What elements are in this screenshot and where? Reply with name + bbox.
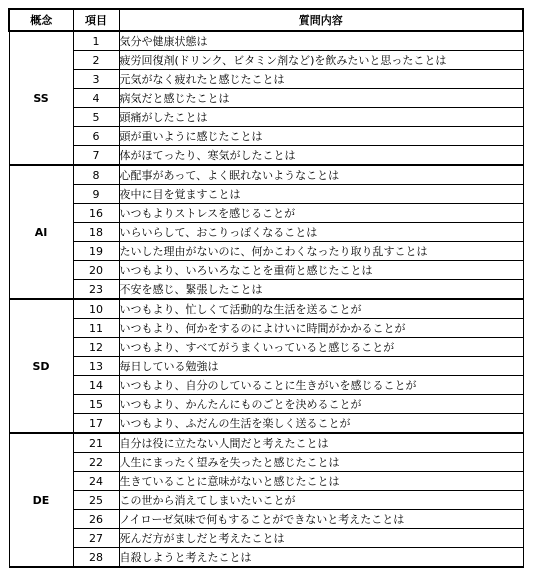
question-cell: いつもより、何かをするのによけいに時間がかかることが [119, 319, 523, 338]
question-cell: 病気だと感じたことは [119, 89, 523, 108]
item-number-cell: 23 [73, 280, 119, 300]
table-row [9, 548, 523, 568]
question-cell: 元気がなく疲れたと感じたことは [119, 70, 523, 89]
item-number-cell: 9 [73, 185, 119, 204]
question-cell: 自分は役に立たない人間だと考えたことは [119, 433, 523, 453]
item-number-cell: 20 [73, 261, 119, 280]
question-cell: 頭痛がしたことは [119, 108, 523, 127]
question-cell: いつもより、自分のしていることに生きがいを感じることが [119, 376, 523, 395]
questionnaire-table [8, 8, 524, 568]
question-cell: 疲労回復剤(ドリンク、ビタミン剤など)を飲みたいと思ったことは [119, 51, 523, 70]
table-row [9, 146, 523, 166]
item-number-cell: 7 [73, 146, 119, 166]
question-cell: 生きていることに意味がないと感じたことは [119, 472, 523, 491]
table-row [9, 280, 523, 300]
question-cell: 夜中に目を覚ますことは [119, 185, 523, 204]
concept-cell-ss: SS [9, 31, 73, 165]
question-cell: ノイローゼ気味で何もすることができないと考えたことは [119, 510, 523, 529]
item-number-cell: 14 [73, 376, 119, 395]
header-item: 項目 [73, 9, 119, 31]
item-number-cell: 1 [73, 31, 119, 51]
item-number-cell: 26 [73, 510, 119, 529]
question-cell: いつもより、忙しくて活動的な生活を送ることが [119, 299, 523, 319]
item-number-cell: 6 [73, 127, 119, 146]
table-row [9, 453, 523, 472]
item-number-cell: 8 [73, 165, 119, 185]
question-cell: いつもより、ふだんの生活を楽しく送ることが [119, 414, 523, 434]
table-body [9, 31, 523, 567]
table-row [9, 70, 523, 89]
item-number-cell: 27 [73, 529, 119, 548]
concept-cell-sd: SD [9, 299, 73, 433]
question-cell: 人生にまったく望みを失ったと感じたことは [119, 453, 523, 472]
table-row [9, 165, 523, 185]
table-row [9, 376, 523, 395]
table-row [9, 299, 523, 319]
item-number-cell: 13 [73, 357, 119, 376]
table-row [9, 414, 523, 434]
table-row [9, 185, 523, 204]
item-number-cell: 3 [73, 70, 119, 89]
table-row [9, 472, 523, 491]
table-row [9, 319, 523, 338]
item-number-cell: 5 [73, 108, 119, 127]
question-cell: たいした理由がないのに、何かこわくなったり取り乱すことは [119, 242, 523, 261]
table-row [9, 51, 523, 70]
question-cell: 自殺しようと考えたことは [119, 548, 523, 568]
item-number-cell: 12 [73, 338, 119, 357]
item-number-cell: 25 [73, 491, 119, 510]
item-number-cell: 16 [73, 204, 119, 223]
table-row [9, 223, 523, 242]
table-row [9, 338, 523, 357]
item-number-cell: 10 [73, 299, 119, 319]
question-cell: 心配事があって、よく眠れないようなことは [119, 165, 523, 185]
table-row [9, 529, 523, 548]
table-row [9, 89, 523, 108]
table-row [9, 357, 523, 376]
question-cell: 頭が重いように感じたことは [119, 127, 523, 146]
table-row [9, 127, 523, 146]
question-cell: いつもより、すべてがうまくいっていると感じることが [119, 338, 523, 357]
concept-cell-ai: AI [9, 165, 73, 299]
table-row [9, 395, 523, 414]
question-cell: いらいらして、おこりっぽくなることは [119, 223, 523, 242]
concept-cell-de: DE [9, 433, 73, 567]
table-row [9, 31, 523, 51]
item-number-cell: 18 [73, 223, 119, 242]
header-question: 質問内容 [119, 9, 523, 31]
question-cell: この世から消えてしまいたいことが [119, 491, 523, 510]
table-row [9, 491, 523, 510]
question-cell: 毎日している勉強は [119, 357, 523, 376]
question-cell: 死んだ方がましだと考えたことは [119, 529, 523, 548]
item-number-cell: 24 [73, 472, 119, 491]
header-row [9, 9, 523, 31]
question-cell: 体がほてったり、寒気がしたことは [119, 146, 523, 166]
item-number-cell: 15 [73, 395, 119, 414]
table-row [9, 242, 523, 261]
header-concept: 概念 [9, 9, 73, 31]
item-number-cell: 22 [73, 453, 119, 472]
item-number-cell: 28 [73, 548, 119, 568]
question-cell: いつもより、かんたんにものごとを決めることが [119, 395, 523, 414]
table-row [9, 108, 523, 127]
item-number-cell: 19 [73, 242, 119, 261]
question-cell: 不安を感じ、緊張したことは [119, 280, 523, 300]
item-number-cell: 2 [73, 51, 119, 70]
table-row [9, 510, 523, 529]
item-number-cell: 4 [73, 89, 119, 108]
question-cell: 気分や健康状態は [119, 31, 523, 51]
table-row [9, 261, 523, 280]
table-row [9, 204, 523, 223]
question-cell: いつもよりストレスを感じることが [119, 204, 523, 223]
item-number-cell: 17 [73, 414, 119, 434]
table-row [9, 433, 523, 453]
question-cell: いつもより、いろいろなことを重荷と感じたことは [119, 261, 523, 280]
item-number-cell: 11 [73, 319, 119, 338]
item-number-cell: 21 [73, 433, 119, 453]
